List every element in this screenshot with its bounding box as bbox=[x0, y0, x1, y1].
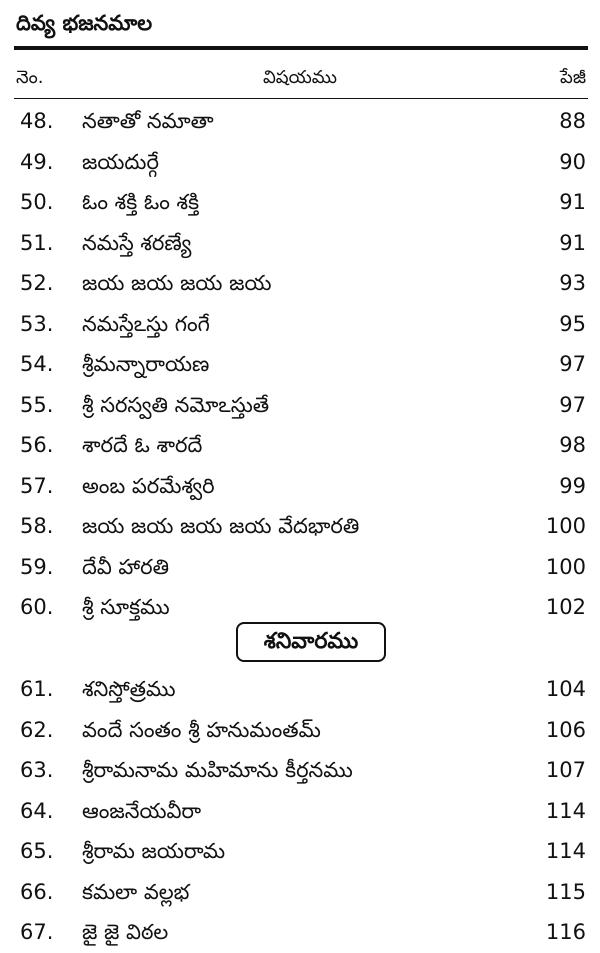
entry-page: 88 bbox=[559, 109, 586, 133]
contents-row bbox=[0, 831, 600, 871]
entry-number: 51. bbox=[20, 230, 54, 255]
entry-number: 66. bbox=[20, 879, 54, 904]
entry-title: శ్రీమన్నారాయణ bbox=[82, 352, 210, 376]
section-heading-box: శనివారము bbox=[236, 622, 386, 662]
entry-page: 97 bbox=[559, 352, 586, 376]
entry-title: కమలా వల్లభ bbox=[82, 879, 190, 904]
entry-title: శ్రీ సూక్తము bbox=[82, 595, 170, 619]
entry-number: 57. bbox=[20, 473, 54, 498]
contents-row bbox=[0, 791, 600, 831]
entry-page: 100 bbox=[545, 514, 586, 538]
entry-number: 64. bbox=[20, 798, 54, 823]
entry-page: 91 bbox=[559, 190, 586, 214]
entry-page: 91 bbox=[559, 230, 586, 255]
contents-row bbox=[0, 344, 600, 384]
entry-page: 116 bbox=[545, 920, 586, 944]
entry-number: 52. bbox=[20, 271, 54, 295]
entry-number: 67. bbox=[20, 920, 54, 944]
contents-row bbox=[0, 912, 600, 952]
column-header-page: పేజీ bbox=[560, 67, 586, 88]
entry-title: జయ జయ జయ జయ వేదభారతి bbox=[82, 514, 360, 538]
entry-page: 97 bbox=[559, 392, 586, 417]
entry-number: 60. bbox=[20, 595, 54, 619]
entry-page: 107 bbox=[545, 758, 586, 782]
contents-row bbox=[0, 710, 600, 750]
entry-title: జయ జయ జయ జయ bbox=[82, 271, 272, 295]
column-header-subject: విషయము bbox=[262, 67, 338, 88]
entry-page: 102 bbox=[545, 595, 586, 619]
contents-row bbox=[0, 669, 600, 709]
contents-row bbox=[0, 466, 600, 506]
entry-number: 55. bbox=[20, 392, 54, 417]
running-head: దివ్య భజనమాల bbox=[16, 11, 153, 35]
contents-row bbox=[0, 750, 600, 790]
entry-title: నతాతో నమాతా bbox=[82, 109, 214, 133]
entry-number: 48. bbox=[20, 109, 54, 133]
entry-title: జయదుర్గే bbox=[82, 149, 159, 174]
entry-page: 104 bbox=[545, 677, 586, 701]
contents-row bbox=[0, 223, 600, 263]
entry-title: ఓం శక్తి ఓం శక్తి bbox=[82, 190, 200, 214]
contents-row bbox=[0, 385, 600, 425]
entry-number: 62. bbox=[20, 717, 54, 742]
entry-page: 100 bbox=[545, 554, 586, 579]
entry-title: అంబ పరమేశ్వరి bbox=[82, 473, 215, 498]
contents-row bbox=[0, 263, 600, 303]
entry-number: 61. bbox=[20, 677, 54, 701]
entry-number: 49. bbox=[20, 149, 54, 174]
entry-number: 59. bbox=[20, 554, 54, 579]
entry-page: 99 bbox=[559, 473, 586, 498]
entry-page: 98 bbox=[559, 433, 586, 457]
entry-number: 53. bbox=[20, 311, 54, 336]
entry-page: 114 bbox=[545, 839, 586, 863]
entry-title: ఆంజనేయవీరా bbox=[82, 798, 202, 823]
entry-number: 58. bbox=[20, 514, 54, 538]
contents-row bbox=[0, 506, 600, 546]
entry-number: 50. bbox=[20, 190, 54, 214]
entry-title: శ్రీ సరస్వతి నమోఽస్తుతే bbox=[82, 392, 270, 417]
entry-number: 56. bbox=[20, 433, 54, 457]
entry-page: 93 bbox=[559, 271, 586, 295]
column-header-number: నెం. bbox=[16, 67, 44, 88]
entry-title: శ్రీరామనామ మహిమాను కీర్తనము bbox=[82, 758, 353, 782]
header-rule bbox=[14, 46, 588, 50]
entry-page: 95 bbox=[559, 311, 586, 336]
entry-title: నమస్తే శరణ్యే bbox=[82, 230, 192, 255]
entry-number: 54. bbox=[20, 352, 54, 376]
contents-row bbox=[0, 547, 600, 587]
entry-title: శ్రీరామ జయరామ bbox=[82, 839, 226, 863]
entry-title: వందే సంతం శ్రీ హనుమంతమ్ bbox=[82, 717, 321, 742]
contents-row bbox=[0, 425, 600, 465]
contents-row bbox=[0, 872, 600, 912]
entry-page: 114 bbox=[545, 798, 586, 823]
column-header-rule bbox=[14, 98, 588, 99]
entry-page: 90 bbox=[559, 149, 586, 174]
entry-page: 106 bbox=[545, 717, 586, 742]
contents-row bbox=[0, 304, 600, 344]
entry-title: శనిస్తోత్రము bbox=[82, 677, 176, 701]
contents-row bbox=[0, 182, 600, 222]
contents-row bbox=[0, 101, 600, 141]
entry-number: 63. bbox=[20, 758, 54, 782]
entry-number: 65. bbox=[20, 839, 54, 863]
entry-page: 115 bbox=[545, 879, 586, 904]
entry-title: నమస్తేఽస్తు గంగే bbox=[82, 311, 210, 336]
entry-title: జై జై విఠల bbox=[82, 920, 169, 944]
contents-row bbox=[0, 587, 600, 627]
entry-title: శారదే ఓ శారదే bbox=[82, 433, 203, 457]
entry-title: దేవీ హారతి bbox=[82, 554, 169, 579]
contents-row bbox=[0, 142, 600, 182]
